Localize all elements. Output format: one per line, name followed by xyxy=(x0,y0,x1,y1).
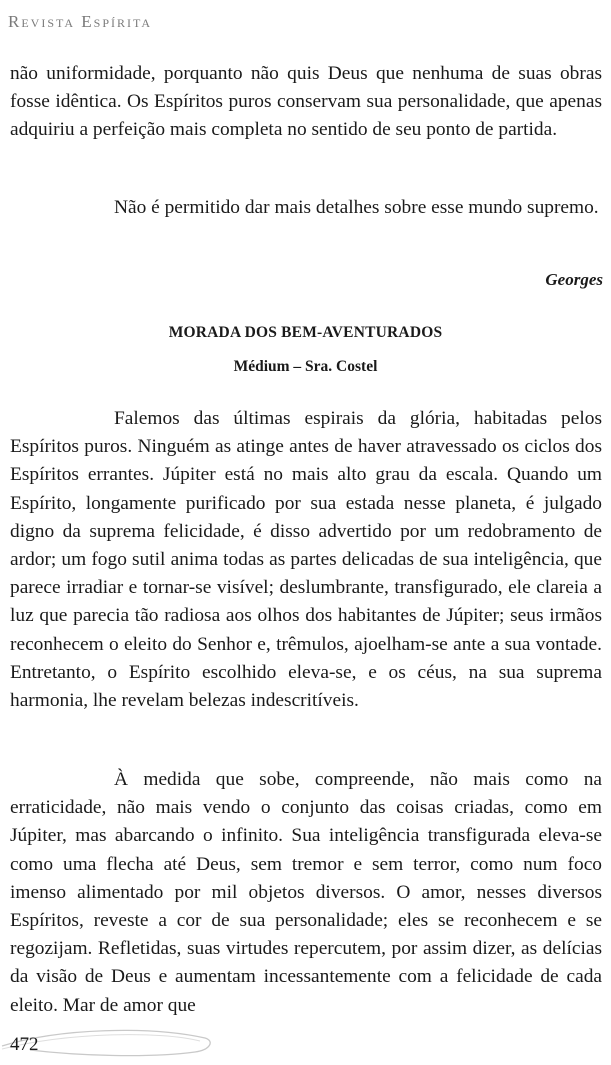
medium-credit: Médium – Sra. Costel xyxy=(233,358,378,375)
running-header: Revista Espírita xyxy=(8,12,153,31)
paragraph-2: Não é permitido dar mais detalhes sobre esse mundo supremo. xyxy=(114,197,599,218)
paragraph-3: Falemos das últimas espirais da glória, habitadas pelos Espíritos puros. Ninguém as atinge antes de haver atravessado os ciclos dos Espíritos errantes. Júpiter está no mais alto grau da escala. Quando um Espírito, longamente purificado por sua estada nesse planeta, é julgado digno da suprema felicidade, é disso advertido por um redobramento de ardor; um fogo sutil anima todas as partes delicadas de sua inteligência, que parece irradiar e tornar-se visível; deslumbrante, transfigurado, ele clareia a luz que parecia tão radiosa aos olhos dos habitantes de Júpiter; seus irmãos reconhecem o eleito do Senhor e, trêmulos, ajoelham-se ante a sua vontade. Entretanto, o Espírito escolhido eleva-se, e os céus, na sua suprema harmonia, lhe revelam belezas indescritíveis. xyxy=(10,408,602,712)
section-title: MORADA DOS BEM-AVENTURADOS xyxy=(168,324,443,341)
paragraph-4: À medida que sobe, compreende, não mais como na erraticidade, não mais vendo o conjunto das coisas criadas, como em Júpiter, mas abarcando o infinito. Sua inteligência transfigurada eleva-se como uma flecha até Deus, sem tremor e sem terror, como num foco imenso alimentado por mil objetos diversos. O amor, nesses diversos Espíritos, reveste a cor de sua personalidade; eles se reconhecem e se regozijam. Refletidas, suas virtudes repercutem, por assim dizer, as delícias da visão de Deus e aumentam incessantemente com a felicidade de cada eleito. Mar de amor que xyxy=(10,769,602,1016)
signature-georges: Georges xyxy=(545,270,603,289)
paragraph-1: não uniformidade, porquanto não quis Deus que nenhuma de suas obras fosse idêntica. Os Espíritos puros conservam sua personalidade, que apenas adquiriu a perfeição mais completa no sentido de seu ponto de partida. xyxy=(10,63,602,141)
page-number: 472 xyxy=(10,1034,39,1055)
